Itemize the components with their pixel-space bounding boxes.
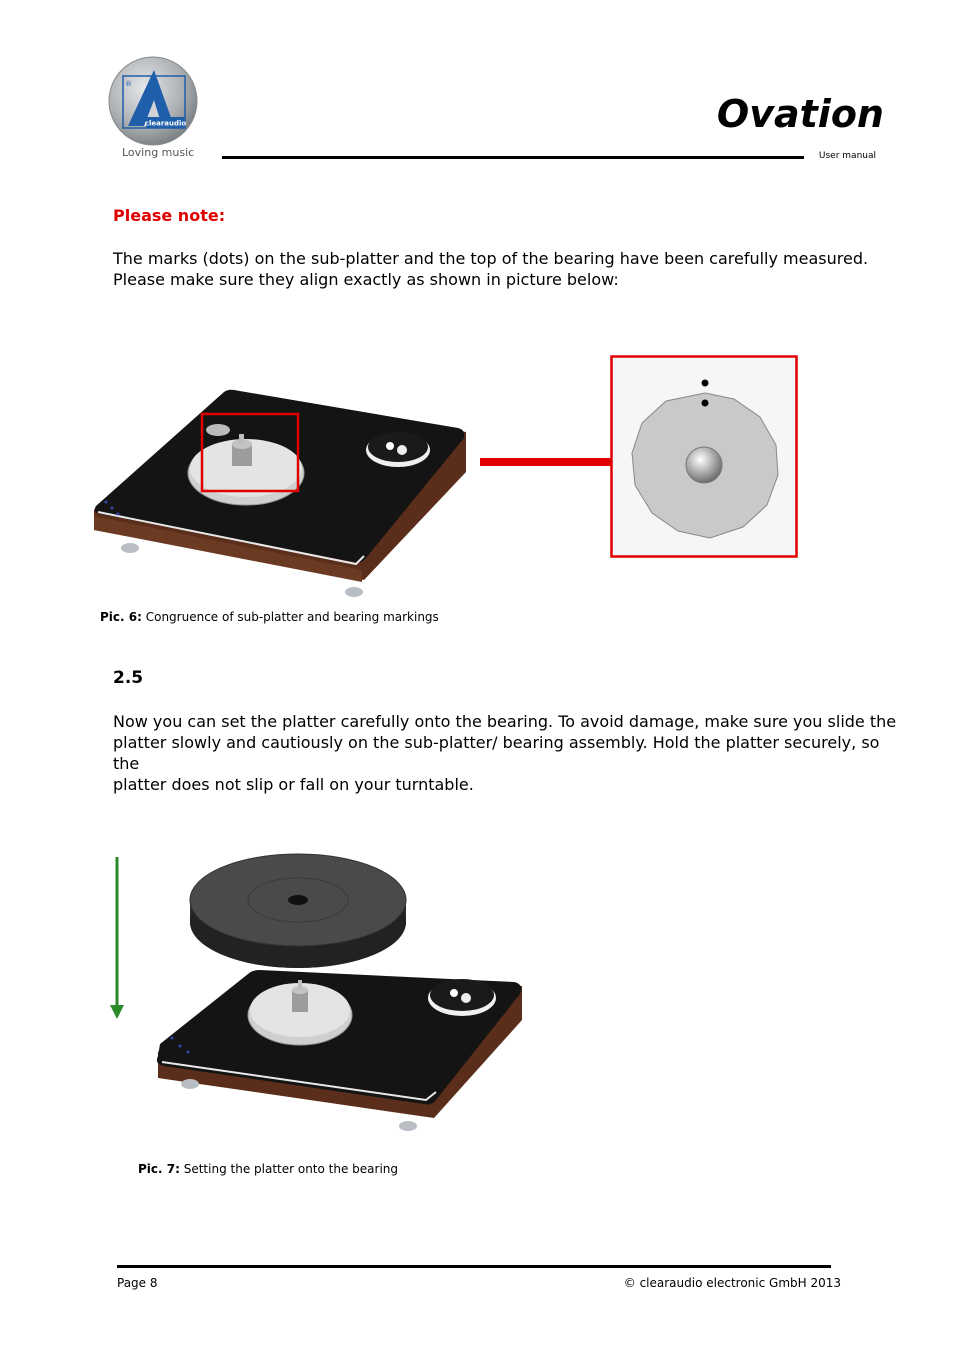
figure-7-caption-label: Pic. 7: xyxy=(138,1162,180,1176)
figure-7-caption-text: Setting the platter onto the bearing xyxy=(179,1162,399,1176)
logo-tagline: Loving music xyxy=(122,146,195,159)
note-line-1: The marks (dots) on the sub-platter and the top of the bearing have been carefully measured. xyxy=(113,249,869,268)
section-paragraph xyxy=(113,711,903,795)
section-number: 2.5 xyxy=(113,668,144,688)
note-paragraph xyxy=(113,248,903,290)
note-heading: Please note: xyxy=(113,206,226,225)
marking-dot xyxy=(702,400,709,407)
figure-6-caption-text: Congruence of sub-platter and bearing markings xyxy=(141,610,439,624)
figure-6-caption xyxy=(100,610,439,624)
section-line-3: platter does not slip or fall on your turntable. xyxy=(113,775,474,794)
note-line-2: Please make sure they align exactly as shown in picture below: xyxy=(113,270,619,289)
figure-6-caption-label: Pic. 6: xyxy=(100,610,142,624)
section-line-1: Now you can set the platter carefully onto the bearing. To avoid damage, make sure you slide the xyxy=(113,712,897,731)
document-title: Ovation xyxy=(716,92,884,136)
section-line-2: platter slowly and cautiously on the sub-platter/ bearing assembly. Hold the platter securely, so the xyxy=(113,733,880,773)
turntable-top-view-illustration xyxy=(86,380,482,602)
down-arrow-icon xyxy=(108,855,126,1021)
clearaudio-logo xyxy=(108,56,198,146)
logo-brand-text: clearaudio xyxy=(144,119,187,128)
marking-dot xyxy=(702,380,709,387)
page-number: Page 8 xyxy=(117,1276,158,1290)
copyright-notice: © clearaudio electronic GmbH 2013 xyxy=(623,1276,841,1290)
figure-7-caption xyxy=(138,1162,398,1176)
header-divider xyxy=(222,156,804,159)
platter-setting-illustration xyxy=(152,852,532,1132)
svg-text:®: ® xyxy=(125,80,132,88)
bearing-detail-illustration xyxy=(610,355,798,558)
document-subtitle: User manual xyxy=(818,151,876,161)
footer-divider xyxy=(117,1265,831,1268)
